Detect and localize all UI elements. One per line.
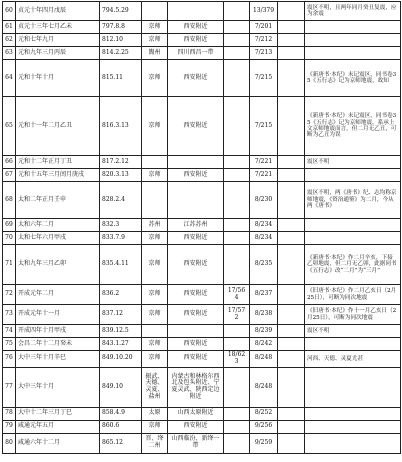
- cell-area: [168, 325, 224, 338]
- cell-pg: 8/248: [250, 351, 278, 368]
- cell-pg: 8/234: [250, 232, 278, 245]
- cell-site: 巂州: [142, 47, 168, 60]
- earthquake-records-table: [2, 1, 401, 454]
- cell-area: 西安附近: [168, 420, 224, 433]
- cell-site: 京师: [142, 169, 168, 182]
- cell-era: 大中十二年三月丁巳: [16, 407, 100, 420]
- cell-pg: 8/242: [250, 338, 278, 351]
- cell-era: 会昌二年十二月癸未: [16, 338, 100, 351]
- cell-src: [224, 169, 250, 182]
- cell-src: [224, 407, 250, 420]
- table-row: [3, 182, 401, 219]
- cell-note: [305, 34, 401, 47]
- cell-site: 京师: [142, 60, 168, 97]
- cell-note: 《旧唐书·本纪》作十一月乙亥日（2月25日），可断为同次地震: [305, 305, 401, 325]
- cell-era: 咸通元年五月: [16, 420, 100, 433]
- cell-era: 太和七年六月甲戌: [16, 232, 100, 245]
- cell-greg: 816.3.13: [100, 97, 142, 156]
- cell-pg: 9/259: [250, 433, 278, 453]
- cell-blank: [278, 420, 305, 433]
- cell-greg: 849.10: [100, 367, 142, 407]
- cell-blank: [278, 2, 305, 21]
- cell-site: 京师: [142, 245, 168, 285]
- table-row: [3, 60, 401, 97]
- cell-src: 17/564: [224, 285, 250, 305]
- cell-blank: [278, 34, 305, 47]
- table-row: [3, 219, 401, 232]
- cell-area: 西安附近: [168, 21, 224, 34]
- cell-no: 62: [3, 34, 16, 47]
- cell-src: 18/623: [224, 351, 250, 368]
- table-row: [3, 97, 401, 156]
- table-row: [3, 169, 401, 182]
- cell-no: 66: [3, 156, 16, 169]
- cell-note: 《新唐书·本纪》作二月辛亥，下接乙卯地震，但二月无乙卯，此据同书《五行志》改“二月”为“三月”: [305, 245, 401, 285]
- table-row: [3, 351, 401, 368]
- cell-no: 74: [3, 325, 16, 338]
- cell-greg: 858.4.9: [100, 407, 142, 420]
- cell-note: [305, 169, 401, 182]
- cell-no: 65: [3, 97, 16, 156]
- cell-greg: 833.7.9: [100, 232, 142, 245]
- table-row: [3, 338, 401, 351]
- cell-area: [168, 182, 224, 219]
- cell-greg: 828.2.4: [100, 182, 142, 219]
- cell-blank: [278, 47, 305, 60]
- cell-src: [224, 367, 250, 407]
- cell-pg: 7/215: [250, 60, 278, 97]
- cell-pg: 9/256: [250, 420, 278, 433]
- cell-era: 元和十年十月: [16, 60, 100, 97]
- cell-note: 震区不明: [305, 325, 401, 338]
- cell-area: [168, 2, 224, 21]
- cell-greg: 797.8.8: [100, 21, 142, 34]
- cell-pg: 8/235: [250, 245, 278, 285]
- cell-site: 京师: [142, 34, 168, 47]
- cell-site: 京师: [142, 21, 168, 34]
- table-row: [3, 245, 401, 285]
- cell-pg: 8/237: [250, 285, 278, 305]
- cell-area: 西安附近: [168, 97, 224, 156]
- cell-era: 开成元年十一月: [16, 305, 100, 325]
- cell-era: 贞元十年四月戊辰: [16, 2, 100, 21]
- cell-era: 元和十一年二月乙丑: [16, 97, 100, 156]
- cell-blank: [278, 407, 305, 420]
- cell-note: 《旧唐书·本纪》作二月乙亥日（2月25日），可断为同次地震: [305, 285, 401, 305]
- cell-blank: [278, 245, 305, 285]
- cell-site: 太原: [142, 407, 168, 420]
- cell-src: [224, 21, 250, 34]
- cell-site: 苏州: [142, 219, 168, 232]
- cell-pg: 8/248: [250, 367, 278, 407]
- cell-era: 太和九年三月乙卯: [16, 245, 100, 285]
- cell-area: 西安附近: [168, 34, 224, 47]
- cell-src: [224, 325, 250, 338]
- table-row: [3, 407, 401, 420]
- cell-pg: 8/239: [250, 325, 278, 338]
- cell-greg: 860.6: [100, 420, 142, 433]
- table-row: [3, 34, 401, 47]
- cell-area: 山西临汾、新绛一带: [168, 433, 224, 453]
- cell-pg: 7/215: [250, 97, 278, 156]
- table-row: [3, 305, 401, 325]
- cell-site: 京师: [142, 232, 168, 245]
- cell-site: 京师: [142, 97, 168, 156]
- cell-blank: [278, 169, 305, 182]
- cell-no: 78: [3, 407, 16, 420]
- cell-area: 西安附近: [168, 305, 224, 325]
- cell-note: [305, 219, 401, 232]
- cell-area: 江苏苏州: [168, 219, 224, 232]
- cell-blank: [278, 156, 305, 169]
- cell-area: 西安附近: [168, 245, 224, 285]
- cell-site: 晋、绛二州: [142, 433, 168, 453]
- cell-no: 63: [3, 47, 16, 60]
- table-row: [3, 232, 401, 245]
- cell-note: 河西、天德、灵夏尤甚: [305, 351, 401, 368]
- cell-no: 77: [3, 367, 16, 407]
- cell-no: 80: [3, 433, 16, 453]
- cell-site: 振武、天德、灵夏、盐州: [142, 367, 168, 407]
- cell-era: 元和七年九月: [16, 34, 100, 47]
- cell-src: [224, 338, 250, 351]
- cell-src: [224, 433, 250, 453]
- cell-no: 60: [3, 2, 16, 21]
- cell-no: 64: [3, 60, 16, 97]
- cell-pg: 7/221: [250, 156, 278, 169]
- cell-src: [224, 156, 250, 169]
- cell-note: [305, 367, 401, 407]
- cell-src: 17/572: [224, 305, 250, 325]
- cell-blank: [278, 60, 305, 97]
- cell-era: 贞元十三年七月乙未: [16, 21, 100, 34]
- cell-src: [224, 47, 250, 60]
- cell-note: 震区不明: [305, 156, 401, 169]
- cell-area: 西安附近: [168, 351, 224, 368]
- cell-greg: 839.12.5: [100, 325, 142, 338]
- cell-src: [224, 2, 250, 21]
- cell-site: 京师: [142, 285, 168, 305]
- cell-era: 元和九年三月丙辰: [16, 47, 100, 60]
- cell-pg: 7/213: [250, 47, 278, 60]
- cell-greg: 849.10.20: [100, 351, 142, 368]
- cell-site: [142, 156, 168, 169]
- cell-note: 《新唐书·本纪》未记震区，同书卷35《五行志》记为京师地震，系承上文京师地震而言，但二月无乙丑，可断为乙丑为误: [305, 97, 401, 156]
- cell-src: [224, 420, 250, 433]
- cell-no: 76: [3, 351, 16, 368]
- table-row: [3, 156, 401, 169]
- cell-greg: 817.2.12: [100, 156, 142, 169]
- cell-src: [224, 245, 250, 285]
- cell-note: [305, 47, 401, 60]
- cell-site: [142, 182, 168, 219]
- table-row: [3, 433, 401, 453]
- cell-era: 大中三年十月: [16, 367, 100, 407]
- cell-no: 70: [3, 232, 16, 245]
- cell-site: [142, 2, 168, 21]
- cell-no: 72: [3, 285, 16, 305]
- cell-pg: 13/379: [250, 2, 278, 21]
- cell-no: 75: [3, 338, 16, 351]
- cell-pg: 8/234: [250, 219, 278, 232]
- cell-area: 西安附近: [168, 285, 224, 305]
- cell-area: 西安附近: [168, 60, 224, 97]
- cell-greg: 812.10: [100, 34, 142, 47]
- cell-pg: 8/230: [250, 182, 278, 219]
- cell-greg: 837.12: [100, 305, 142, 325]
- cell-greg: 865.12: [100, 433, 142, 453]
- table-row: [3, 367, 401, 407]
- cell-area: 西安附近: [168, 232, 224, 245]
- cell-pg: 7/212: [250, 34, 278, 47]
- cell-no: 68: [3, 182, 16, 219]
- cell-blank: [278, 285, 305, 305]
- cell-greg: 832.3: [100, 219, 142, 232]
- cell-note: [305, 232, 401, 245]
- cell-src: [224, 97, 250, 156]
- cell-no: 69: [3, 219, 16, 232]
- cell-blank: [278, 219, 305, 232]
- cell-era: 太和二年正月壬申: [16, 182, 100, 219]
- table-row: [3, 325, 401, 338]
- cell-era: 咸通六年十二月: [16, 433, 100, 453]
- cell-note: [305, 338, 401, 351]
- cell-note: [305, 420, 401, 433]
- cell-site: [142, 325, 168, 338]
- cell-era: 开成元年二月: [16, 285, 100, 305]
- cell-note: [305, 433, 401, 453]
- cell-blank: [278, 21, 305, 34]
- cell-site: 京师: [142, 305, 168, 325]
- cell-area: [168, 156, 224, 169]
- cell-note: [305, 21, 401, 34]
- cell-era: 元和十五年三月闰月庚戌: [16, 169, 100, 182]
- table-row: [3, 2, 401, 21]
- table-row: [3, 285, 401, 305]
- cell-greg: 794.5.29: [100, 2, 142, 21]
- cell-src: [224, 182, 250, 219]
- cell-note: 震区不明，两《唐书》纪、志均称京师地震，《资治通鉴》为二月，今从两《唐书》: [305, 182, 401, 219]
- cell-blank: [278, 433, 305, 453]
- cell-pg: 7/221: [250, 169, 278, 182]
- cell-blank: [278, 305, 305, 325]
- cell-src: [224, 232, 250, 245]
- cell-era: 元和十二年正月丁丑: [16, 156, 100, 169]
- cell-blank: [278, 351, 305, 368]
- cell-note: 震区不明，且两年同月癸丑复震，应为余震: [305, 2, 401, 21]
- cell-era: 大中三年十月辛巳: [16, 351, 100, 368]
- cell-site: 京师: [142, 420, 168, 433]
- cell-no: 71: [3, 245, 16, 285]
- cell-blank: [278, 325, 305, 338]
- cell-src: [224, 60, 250, 97]
- cell-no: 73: [3, 305, 16, 325]
- cell-area: 西安附近: [168, 338, 224, 351]
- cell-area: 四川西昌一带: [168, 47, 224, 60]
- cell-greg: 815.11: [100, 60, 142, 97]
- cell-note: [305, 407, 401, 420]
- table-row: [3, 21, 401, 34]
- cell-blank: [278, 182, 305, 219]
- cell-pg: 8/252: [250, 407, 278, 420]
- cell-greg: 843.1.27: [100, 338, 142, 351]
- cell-blank: [278, 97, 305, 156]
- table-row: [3, 420, 401, 433]
- cell-pg: 7/201: [250, 21, 278, 34]
- cell-blank: [278, 232, 305, 245]
- cell-greg: 835.4.11: [100, 245, 142, 285]
- cell-site: 京师: [142, 351, 168, 368]
- cell-note: 《新唐书·本纪》未记震区，同书卷35《五行志》记为京师地震，故知: [305, 60, 401, 97]
- cell-pg: 8/238: [250, 305, 278, 325]
- cell-area: 山西太原附近: [168, 407, 224, 420]
- cell-blank: [278, 338, 305, 351]
- table-row: [3, 47, 401, 60]
- cell-greg: 814.2.25: [100, 47, 142, 60]
- cell-greg: 820.3.13: [100, 169, 142, 182]
- cell-no: 61: [3, 21, 16, 34]
- cell-src: [224, 219, 250, 232]
- cell-era: 开成四年十月甲戌: [16, 325, 100, 338]
- cell-src: [224, 34, 250, 47]
- cell-era: 太和六年二月: [16, 219, 100, 232]
- cell-site: 京师: [142, 338, 168, 351]
- cell-blank: [278, 367, 305, 407]
- cell-area: 西安附近: [168, 169, 224, 182]
- cell-area: 内蒙古和林格尔西北及包头附近、宁夏灵武、陕西定边附近: [168, 367, 224, 407]
- cell-greg: 836.2: [100, 285, 142, 305]
- cell-no: 79: [3, 420, 16, 433]
- cell-no: 67: [3, 169, 16, 182]
